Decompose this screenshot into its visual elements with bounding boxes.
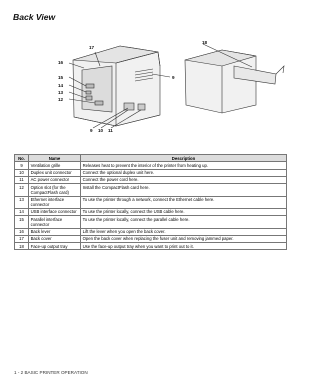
table-row (15, 184, 287, 196)
table-row (15, 162, 287, 169)
cell-no: 17 (15, 235, 29, 242)
cell-no: 18 (15, 243, 29, 250)
callout-9-right: 9 (172, 75, 175, 80)
ethernet-connector-shape (86, 96, 92, 100)
table-row (15, 176, 287, 183)
cell-name: Duplex unit connector (29, 169, 81, 176)
header-no: No. (15, 155, 29, 162)
usb-connector-shape (86, 91, 91, 94)
cell-description: To use the printer locally, connect the parallel cable here. (81, 216, 287, 228)
cell-name: Parallel interface connector (29, 216, 81, 228)
header-description: Description (81, 155, 287, 162)
cell-description: To use the printer through a network, connect the Ethernet cable here. (81, 196, 287, 208)
cell-description: Connect the power cord here. (81, 176, 287, 183)
ac-power-connector-shape (138, 104, 145, 110)
table-row (15, 243, 287, 250)
callout-17: 17 (89, 45, 95, 50)
table-row (15, 228, 287, 235)
parts-description-table (14, 154, 287, 250)
header-name: Name (29, 155, 81, 162)
table-row (15, 216, 287, 228)
callout-13: 13 (58, 90, 64, 95)
cell-description: To use the printer locally, connect the USB cable here. (81, 208, 287, 215)
table-header-row (15, 155, 287, 162)
cell-description: Connect the optional duplex unit here. (81, 169, 287, 176)
table-row (15, 196, 287, 208)
cell-name: Face-up output tray (29, 243, 81, 250)
cell-no: 13 (15, 196, 29, 208)
callout-15: 15 (58, 75, 64, 80)
callout-16: 16 (58, 60, 64, 65)
option-slot-shape (95, 101, 103, 105)
page-heading: Back View (13, 12, 56, 22)
cell-no: 9 (15, 162, 29, 169)
cell-name: Option slot (for the CompactFlash card) (29, 184, 81, 196)
cell-name: Ethernet interface connector (29, 196, 81, 208)
cell-no: 16 (15, 228, 29, 235)
callout-18: 18 (202, 40, 208, 45)
cell-name: Back cover (29, 235, 81, 242)
callout-10: 10 (98, 128, 104, 133)
cell-name: Ventilation grille (29, 162, 81, 169)
duplex-connector-shape (124, 103, 134, 110)
cell-no: 15 (15, 216, 29, 228)
cell-name: Back lever (29, 228, 81, 235)
printer-back-view-illustration (0, 0, 300, 150)
cell-description: Open the back cover when replacing the fuser unit and removing jammed paper. (81, 235, 287, 242)
cell-name: USB interface connector (29, 208, 81, 215)
callout-9-bottom: 9 (90, 128, 93, 133)
cell-no: 14 (15, 208, 29, 215)
table-row (15, 208, 287, 215)
cell-description: Use the face-up output tray when you want to print out to it. (81, 243, 287, 250)
callout-14: 14 (58, 83, 64, 88)
cell-no: 11 (15, 176, 29, 183)
table-row (15, 169, 287, 176)
parallel-connector-shape (86, 84, 94, 88)
cell-description: Lift the lever when you open the back cover. (81, 228, 287, 235)
table-row (15, 235, 287, 242)
callout-12: 12 (58, 97, 64, 102)
cell-name: AC power connector (29, 176, 81, 183)
cell-no: 12 (15, 184, 29, 196)
cell-no: 10 (15, 169, 29, 176)
callout-11: 11 (108, 128, 113, 133)
cell-description: Releases heat to prevent the interior of the printer from heating up. (81, 162, 287, 169)
cell-description: Install the CompactFlash card here. (81, 184, 287, 196)
page-footer: 1 - 2 BASIC PRINTER OPERATION (14, 370, 88, 375)
